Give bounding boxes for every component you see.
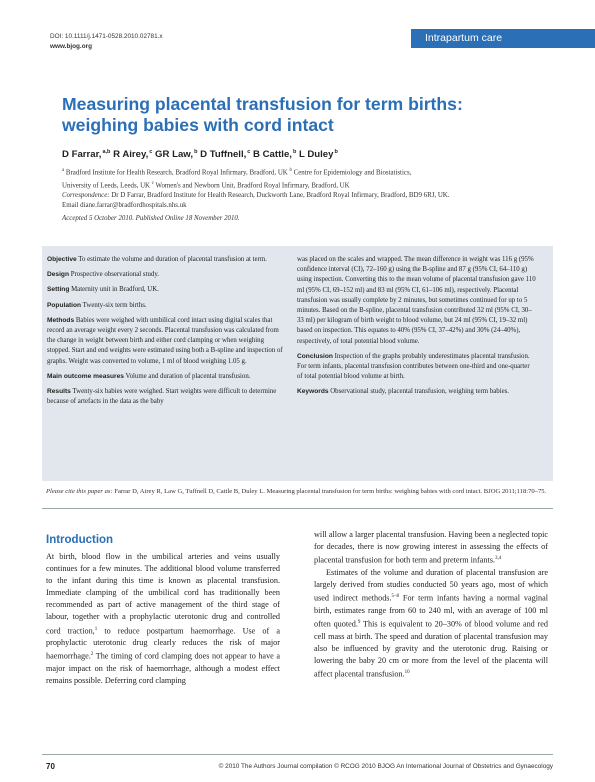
doi-text: DOI: 10.1111/j.1471-0528.2010.02781.x [50, 33, 163, 40]
intro-paragraph: will allow a larger placental transfusion. Having been a neglected topic for decades, there is now growing interest in assessing the effects of placental transfusion for both term and preterm infants.$^{3,4}$ [314, 530, 548, 565]
author-list [62, 149, 338, 160]
author: D Farrar,$^{a,b}$ [62, 149, 111, 161]
abstract-box [42, 246, 553, 481]
accepted-date: Accepted 5 October 2010. Published Online 18 November 2010. [62, 215, 240, 222]
abstract-methods: Methods Babies were weighed with umbilical cord intact using digital scales that record an average weight every 2 seconds. Placental transfusion was calculated from the change in weight between birth and either cord clamping or when weighing stopped. Start and end weights were estimated using both a B-spline and inspection of graphs. Weight was converted to volume, 1 ml of blood weighing 1.05 g. [47, 316, 283, 365]
affiliation-line: $^a$ Bradford Institute for Health Research, Bradford Royal Infirmary, Bradford, UK $^b$ Centre for Epidemiology and Biostatistics, [62, 168, 412, 177]
abstract-outcome: Main outcome measures Volume and duration of placental transfusion. [47, 372, 251, 380]
journal-website: www.bjog.org [50, 43, 93, 50]
abstract-objective: Objective To estimate the volume and duration of placental transfusion at term. [47, 256, 267, 263]
affiliation-line: University of Leeds, Leeds, UK $^c$ Women's and Newborn Unit, Bradford Royal Infirmary, Bradford, UK [62, 180, 350, 189]
footer-divider [42, 754, 553, 755]
abstract-results: Results Twenty-six babies were weighed. Start weights were difficult to determine because of artefacts in the data as the baby [47, 388, 277, 406]
abstract-results-continued: was placed on the scales and wrapped. The mean difference in weight was 116 g (95% confidence interval (CI), 72–160 g) using the B-spline and 87 g (95% CI, 64–110 g) using inspection. Converting this to the mean volume of placental transfusion gave 110 ml (95% CI, 69–152 ml) and 83 ml (95% CI, 61–106 ml), respectively. Placental transfusion was usually complete by 2 minutes, but sometimes continued for up to 5 minutes. Based on the B-spline, placental transfusion contributed 32 ml (95% CI, 30–33 ml) per kilogram of birth weight to blood volume, but 24 ml (95% CI, 19–32 ml) based on inspection. This equates to 40% (95% CI, 37–42%) and 30% (24–40%), respectively, of total potential blood volume. [297, 256, 536, 345]
author: L Duley$^b$ [299, 149, 338, 161]
journal-footer: © 2010 The Authors Journal compilation © RCOG 2010 BJOG An International Journal of Obstetrics and Gynaecology [218, 763, 553, 770]
body-right-column [314, 529, 548, 681]
intro-paragraph: Estimates of the volume and duration of placental transfusion are largely derived from studies conducted 50 years ago, most of which used indirect methods.$^{5-8}$ For term infants having a normal vaginal birth, estimates range from 60 to 240 ml, with an average of 100 ml often quoted.$^9$ This is equivalent to 20–30% of blood volume and red cell mass at birth. The speed and duration of placental transfusion may also be influenced by gravity and the uterotonic drug. Raising or lowering the baby 20 cm or more from the level of the placenta will affect placental transfusion.$^{10}$ [314, 568, 548, 679]
section-label: Intrapartum care [425, 32, 503, 44]
author: B Cattle,$^b$ [253, 149, 297, 161]
article-title: Measuring placental transfusion for term births: weighing babies with cord intact [62, 94, 463, 135]
correspondence: Correspondence: Dr D Farrar, Bradford Institute for Health Research, Duckworth Lane, Bradford Royal Infirmary, Bradford, BD9 6RJ, UK. [62, 192, 450, 199]
abstract-keywords: Keywords Observational study, placental transfusion, weighing term babies. [297, 388, 510, 396]
body-left-column [46, 551, 280, 688]
section-banner [411, 29, 595, 48]
abstract-conclusion: Conclusion Inspection of the graphs probably underestimates placental transfusion. For term infants, placental transfusion contributes between one-third and one-quarter of total potential blood volume at birth. [297, 352, 530, 381]
divider [42, 508, 553, 509]
citation-note: Please cite this paper as: Farrar D, Airey R, Law G, Tuffnell D, Cattle B, Duley L. Measuring placental transfusion for term births: weighing babies with cord intact. BJOG 2011;118:70–75. [46, 488, 547, 495]
intro-paragraph: At birth, blood flow in the umbilical arteries and veins usually continues for a few minutes. The additional blood volume transferred to the infant during this time is known as placental transfusion. Immediate clamping of the umbilical cord has traditionally been recommended as part of active management of the third stage of labour, together with a prophylactic uterotonic drug and controlled cord traction,$^1$ to reduce postpartum haemorrhage. Use of a prophylactic uterotonic drug clearly reduces the risk of major haemorrhage.$^2$ The timing of cord clamping does not appear to have a major impact on the risk of haemorrhage, although a modest effect remains possible. Deferring cord clamping [46, 552, 280, 686]
correspondence-email: Email diane.farrar@bradfordhospitals.nhs.uk [62, 202, 187, 210]
abstract-design: Design Prospective observational study. [47, 271, 160, 279]
abstract-population: Population Twenty-six term births. [47, 301, 147, 309]
affiliations [62, 166, 542, 211]
page-number: 70 [46, 762, 55, 771]
author: R Airey,$^c$ [113, 149, 153, 161]
doi-header [50, 32, 163, 52]
author: D Tuffnell,$^c$ [200, 149, 251, 161]
abstract-right-column [297, 255, 537, 403]
introduction-heading: Introduction [46, 534, 114, 546]
abstract-setting: Setting Maternity unit in Bradford, UK. [47, 286, 159, 294]
abstract-left-column [47, 255, 287, 412]
author: GR Law,$^b$ [155, 149, 198, 161]
